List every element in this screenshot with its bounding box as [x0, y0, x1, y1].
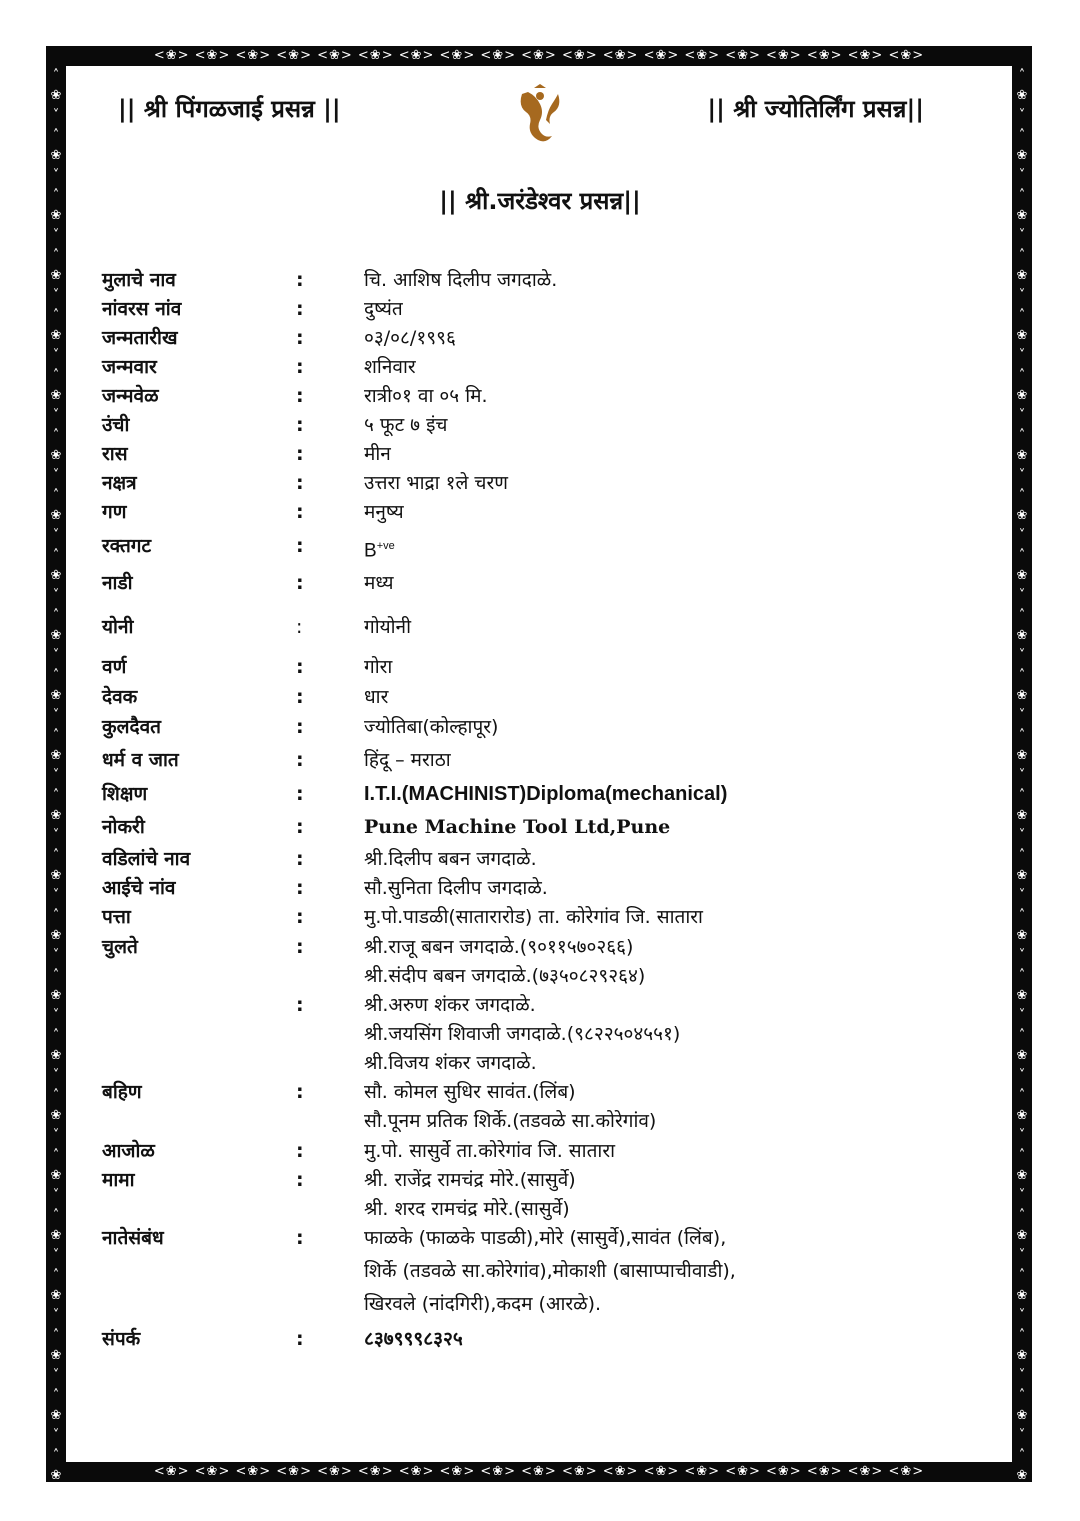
field-row-address — [0, 903, 1080, 931]
field-row-mama — [0, 1166, 1080, 1194]
field-label: आईचे नांव — [102, 877, 176, 899]
field-value: श्री. शरद रामचंद्र मोरे.(सासुर्वे) — [364, 1198, 570, 1220]
field-separator: : — [296, 572, 304, 594]
field-row-maternal-home — [0, 1137, 1080, 1165]
field-value: मु.पो.पाडळी(सातारारोड) ता. कोरेगांव जि. सातारा — [364, 906, 703, 928]
field-value — [364, 532, 395, 565]
ganesh-icon — [512, 84, 568, 144]
field-value: सौ.सुनिता दिलीप जगदाळे. — [364, 877, 548, 899]
field-value: श्री. राजेंद्र रामचंद्र मोरे.(सासुर्वे) — [364, 1169, 576, 1191]
field-label: वडिलांचे नाव — [102, 848, 191, 870]
field-separator: : — [296, 327, 304, 349]
field-label: नोकरी — [102, 816, 145, 838]
field-label: नातेसंबंध — [102, 1227, 164, 1249]
field-value: सौ.पूनम प्रतिक शिर्के.(तडवळे सा.कोरेगांव) — [364, 1110, 657, 1132]
field-separator: : — [296, 385, 304, 407]
field-row-contact — [0, 1325, 1080, 1353]
field-row-relations — [0, 1224, 1080, 1252]
field-separator: : — [296, 656, 304, 678]
floral-border-icon: ˄ ❀ ˅ ˄ ❀ ˅ ˄ ❀ ˅ ˄ ❀ ˅ ˄ ❀ ˅ ˄ ❀ ˅ ˄ ❀ ˅ ˄ ❀ ˅ ˄ ❀ ˅ ˄ ❀ ˅ ˄ ❀ ˅ ˄ ❀ ˅ ˄ ❀ ˅ ˄ ❀ ˅ ˄ ❀ ˅ ˄ ❀ ˅ ˄ ❀ ˅ ˄ ❀ ˅ ˄ ❀ ˅ ˄ ❀ ˅ ˄ ❀ ˅ ˄ ❀ ˅ ˄ ❀ ˅ ˄ ❀ ˅ — [50, 68, 62, 1503]
field-value: खिरवले (नांदगिरी),कदम (आरळे). — [364, 1293, 602, 1315]
field-separator: : — [296, 1081, 304, 1103]
field-value: श्री.विजय शंकर जगदाळे. — [364, 1052, 537, 1074]
field-value: ०३/०८/१९९६ — [364, 327, 456, 349]
field-row-birthday — [0, 353, 1080, 381]
field-separator: : — [296, 1169, 304, 1191]
field-separator: : — [296, 686, 304, 708]
field-label: गण — [102, 501, 127, 523]
field-label: पत्ता — [102, 906, 131, 928]
field-separator: : — [296, 535, 304, 557]
field-value: फाळके (फाळके पाडळी),मोरे (सासुर्वे),सावंत (लिंब), — [364, 1227, 727, 1249]
floral-border-icon: ˄ ❀ ˅ ˄ ❀ ˅ ˄ ❀ ˅ ˄ ❀ ˅ ˄ ❀ ˅ ˄ ❀ ˅ ˄ ❀ ˅ ˄ ❀ ˅ ˄ ❀ ˅ ˄ ❀ ˅ ˄ ❀ ˅ ˄ ❀ ˅ ˄ ❀ ˅ ˄ ❀ ˅ ˄ ❀ ˅ ˄ ❀ ˅ ˄ ❀ ˅ ˄ ❀ ˅ ˄ ❀ ˅ ˄ ❀ ˅ ˄ ❀ ˅ ˄ ❀ ˅ ˄ ❀ ˅ ˄ ❀ ˅ — [1016, 68, 1028, 1503]
field-value: श्री.संदीप बबन जगदाळे.(७३५०८२९२६४) — [364, 965, 646, 987]
field-row-uncles-cont — [0, 991, 1080, 1019]
field-row-nickname — [0, 295, 1080, 323]
field-label: उंची — [102, 414, 130, 436]
field-label: आजोळ — [102, 1140, 155, 1162]
field-separator: : — [296, 1328, 304, 1350]
field-row-job — [0, 813, 1080, 841]
field-separator: : — [296, 443, 304, 465]
field-label: धर्म व जात — [102, 749, 179, 771]
field-value: मीन — [364, 443, 391, 465]
field-separator: : — [296, 616, 303, 638]
field-value: श्री.जयसिंग शिवाजी जगदाळे.(९८२२५०४५५१) — [364, 1023, 681, 1045]
field-label: कुलदैवत — [102, 716, 161, 738]
field-row-uncles-cont — [0, 1020, 1080, 1048]
field-separator: : — [296, 414, 304, 436]
header-left-blessing: || श्री पिंगळजाई प्रसन्न || — [118, 95, 341, 123]
field-label: बहिण — [102, 1081, 142, 1103]
field-row-rashi — [0, 440, 1080, 468]
floral-border-icon: <❀> <❀> <❀> <❀> <❀> <❀> <❀> <❀> <❀> <❀> <❀> <❀> <❀> <❀> <❀> <❀> <❀> <❀> <❀> — [153, 1464, 925, 1479]
page-title: || श्री.जरंडेश्वर प्रसन्न|| — [439, 187, 641, 215]
field-value: शिर्के (तडवळे सा.कोरेगांव),मोकाशी (बासाप्पाचीवाडी), — [364, 1260, 736, 1282]
field-separator: : — [296, 936, 304, 958]
field-value: चि. आशिष दिलीप जगदाळे. — [364, 269, 558, 291]
field-label: जन्मवेळ — [102, 385, 159, 407]
field-row-relations-cont — [0, 1257, 1080, 1285]
field-value: गोयोनी — [364, 616, 412, 638]
field-value: दुष्यंत — [364, 298, 403, 320]
field-label: जन्मवार — [102, 356, 157, 378]
field-row-religion — [0, 746, 1080, 774]
field-row-devak — [0, 683, 1080, 711]
field-label: जन्मतारीख — [102, 327, 178, 349]
field-separator: : — [296, 816, 304, 838]
field-row-sisters — [0, 1078, 1080, 1106]
header-right-blessing: || श्री ज्योतिर्लिंग प्रसन्न|| — [707, 95, 924, 123]
field-row-name — [0, 266, 1080, 294]
field-label: मुलाचे नाव — [102, 269, 176, 291]
field-row-father — [0, 845, 1080, 873]
field-value: I.T.I.(MACHINIST)Diploma(mechanical) — [364, 783, 728, 805]
field-label: नक्षत्र — [102, 472, 137, 494]
field-label: मामा — [102, 1169, 135, 1191]
field-separator: : — [296, 501, 304, 523]
field-value: सौ. कोमल सुधिर सावंत.(लिंब) — [364, 1081, 576, 1103]
field-label: शिक्षण — [102, 783, 148, 805]
blood-group-letter: B — [364, 540, 377, 562]
field-row-uncles-cont — [0, 962, 1080, 990]
field-value: श्री.दिलीप बबन जगदाळे. — [364, 848, 537, 870]
field-separator: : — [296, 994, 304, 1016]
field-value: ५ फूट ७ इंच — [364, 414, 448, 436]
field-value: हिंदू – मराठा — [364, 749, 451, 771]
field-value: मनुष्य — [364, 501, 404, 523]
contact-number: ८३७९९९८३२५ — [364, 1328, 463, 1350]
field-label: नाडी — [102, 572, 133, 594]
field-row-sisters-cont — [0, 1107, 1080, 1135]
field-value: श्री.अरुण शंकर जगदाळे. — [364, 994, 536, 1016]
field-label: नांवरस नांव — [102, 298, 182, 320]
field-label: चुलते — [102, 936, 138, 958]
field-row-mama-cont — [0, 1195, 1080, 1223]
field-row-nakshatra — [0, 469, 1080, 497]
field-separator: : — [296, 848, 304, 870]
field-separator: : — [296, 269, 304, 291]
field-row-birthdate — [0, 324, 1080, 352]
field-row-uncles — [0, 933, 1080, 961]
field-value: शनिवार — [364, 356, 416, 378]
field-row-education — [0, 780, 1080, 808]
field-separator: : — [296, 298, 304, 320]
field-value: रात्री०१ वा ०५ मि. — [364, 385, 488, 407]
field-separator: : — [296, 1140, 304, 1162]
floral-border-icon: <❀> <❀> <❀> <❀> <❀> <❀> <❀> <❀> <❀> <❀> <❀> <❀> <❀> <❀> <❀> <❀> <❀> <❀> <❀> — [153, 48, 925, 63]
field-separator: : — [296, 1227, 304, 1249]
field-value: श्री.राजू बबन जगदाळे.(९०११५७०२६६) — [364, 936, 634, 958]
field-value: Pune Machine Tool Ltd,Pune — [364, 816, 671, 838]
field-separator: : — [296, 783, 304, 805]
field-row-uncles-cont — [0, 1049, 1080, 1077]
field-label: रास — [102, 443, 128, 465]
field-value: उत्तरा भाद्रा १ले चरण — [364, 472, 508, 494]
field-row-relations-cont — [0, 1290, 1080, 1318]
field-value: गोरा — [364, 656, 393, 678]
field-value: धार — [364, 686, 389, 708]
field-row-height — [0, 411, 1080, 439]
field-label: रक्तगट — [102, 535, 152, 557]
field-value: मध्य — [364, 572, 394, 594]
field-row-gan — [0, 498, 1080, 526]
field-separator: : — [296, 716, 304, 738]
field-separator: : — [296, 356, 304, 378]
field-value: ज्योतिबा(कोल्हापूर) — [364, 716, 499, 738]
field-row-nadi — [0, 569, 1080, 597]
field-separator: : — [296, 906, 304, 928]
field-separator: : — [296, 749, 304, 771]
blood-group-sign: +ve — [376, 540, 395, 552]
field-row-blood — [0, 532, 1080, 560]
field-label: संपर्क — [102, 1328, 141, 1350]
field-row-complexion — [0, 653, 1080, 681]
field-row-kuldaivat — [0, 713, 1080, 741]
field-label: वर्ण — [102, 656, 127, 678]
field-separator: : — [296, 877, 304, 899]
field-separator: : — [296, 472, 304, 494]
field-value: मु.पो. सासुर्वे ता.कोरेगांव जि. सातारा — [364, 1140, 616, 1162]
field-row-yoni — [0, 613, 1080, 641]
field-row-birthtime — [0, 382, 1080, 410]
field-label: योनी — [102, 616, 134, 638]
field-row-mother — [0, 874, 1080, 902]
field-label: देवक — [102, 686, 138, 708]
